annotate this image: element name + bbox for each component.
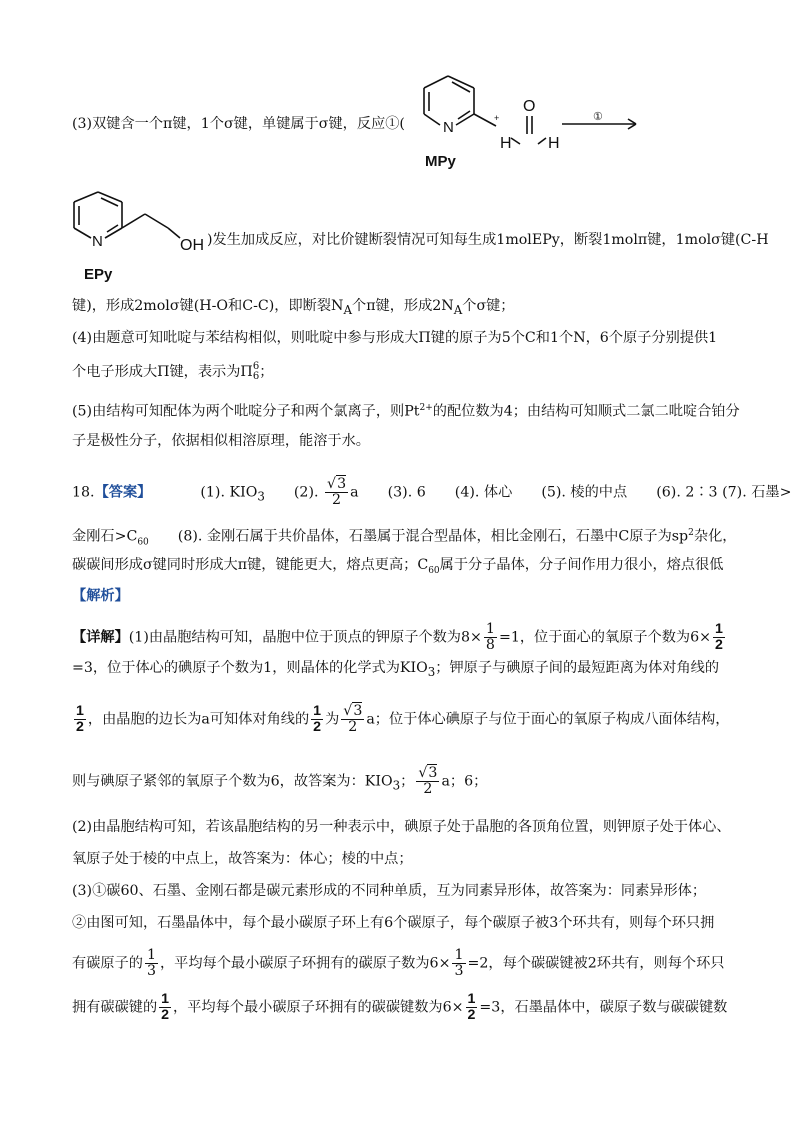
s5-line1: (5)由结构可知配体为两个吡啶分子和两个氯离子，则$Pt^{2+}$的配位数为4；由结构可知顺式二氯二吡啶合铂分: [72, 403, 740, 420]
analysis-p8: ②由图可知，石墨晶体中，每个最小碳原子环上有6个碳原子，每个碳原子被3个环共有，则每个环只拥: [72, 915, 715, 931]
mpy-label: MPy: [425, 153, 456, 170]
mpy-o-atom: O: [523, 98, 536, 115]
analysis-p9: 有碳原子的 $\frac{1}{3}$ ，平均每个最小碳原子环拥有的碳原子数为6× $\frac{1}{3}$ =2，每个碳碳键被2环共有，则每个环只: [72, 947, 725, 979]
answer-tag: 【答案】: [94, 484, 152, 501]
h-right-atom: H: [548, 135, 560, 152]
q18-answer-line3: 碳碳间形成σ键同时形成大π键，键能更大，熔点更高；$C_{60}$属于分子晶体，分子间作用力很小，熔点很低: [72, 557, 724, 576]
epy-n-atom: N: [92, 233, 103, 250]
s4-line2: 个电子形成大Π键，表示为Π 6 6 ；: [72, 361, 274, 382]
analysis-p7: (3)①碳60、石墨、金刚石都是碳元素形成的不同种单质，互为同素异形体，故答案为：同素异形体；: [72, 883, 707, 899]
analysis-p1: 【详解】(1)由晶胞结构可知，晶胞中位于顶点的钾原子个数为8× $\frac{1}{8}$ =1，位于面心的氧原子个数为6× $\frac{1}{2}$: [72, 621, 723, 653]
arrow-label: ①: [593, 111, 603, 123]
epy-structure: [70, 190, 220, 258]
epy-oh-group: OH: [180, 237, 204, 254]
plus-mark: +: [494, 113, 500, 123]
mpy-n-atom: N: [443, 119, 454, 136]
h-left-atom: H: [500, 135, 512, 152]
analysis-p6: 氧原子处于棱的中点上，故答案为：体心；棱的中点；: [72, 851, 413, 867]
s3-line2: )发生加成反应，对比价键断裂情况可知每生成1molEPy，断裂1molπ键，1molσ键(C-H: [207, 232, 769, 248]
analysis-p2: =3，位于体心的碘原子个数为1，则晶体的化学式为$KIO_3$；钾原子与碘原子间的最短距离为体对角线的: [72, 660, 720, 679]
analysis-p4: 则与碘原子紧邻的氧原子个数为6，故答案为：$KIO_3$； $\frac{√3}{2}$ a；6；: [72, 765, 488, 797]
s5-line2: 子是极性分子，依据相似相溶原理，能溶于水。: [72, 433, 370, 449]
s4-line1: (4)由题意可知吡啶与苯结构相似，则吡啶中参与形成大Π键的原子为5个C和1个N，6个原子分别提供1: [72, 330, 718, 346]
analysis-p10: 拥有碳碳键的 $\frac{1}{2}$ ，平均每个最小碳原子环拥有的碳碳键数为6× $\frac{1}{2}$ =3，石墨晶体中，碳原子数与碳碳键数: [72, 991, 728, 1023]
s3-line1: (3)双键含一个π键，1个σ键，单键属于σ键，反应①(: [72, 116, 405, 132]
analysis-p5: (2)由晶胞结构可知，若该晶胞结构的另一种表示中，碘原子处于晶胞的各顶角位置，则钾原子处于体心、: [72, 819, 731, 835]
q18-answer-line2: 金刚石$>C_{60}$ (8). 金刚石属于共价晶体，石墨属于混合型晶体，相比金刚石，石墨中C原子为$sp^2$杂化，: [72, 528, 737, 548]
analysis-p3: $\frac{1}{2}$ ，由晶胞的边长为a可知体对角线的 $\frac{1}{2}$ 为 $\frac{√3}{2}$ a；位于体心碘原子与位于面心的氧原子构成八面体结构，: [76, 703, 730, 735]
q18-answer-line1: 18.【答案】 (1). $KIO_3$ (2). $\frac{√3}{2}$ a (3). 6 (4). 体心 (5). 棱的中点 (6). 2∶3 (7). 石墨>: [72, 476, 792, 508]
answer2-fraction: $\frac{√3}{2}$: [327, 476, 347, 508]
analysis-tag: 【解析】: [72, 588, 129, 604]
epy-label: EPy: [84, 266, 113, 283]
s3-line3: 键)，形成2molσ键(H-O和C-C)，即断裂$N_A$个π键，形成$2N_A$个σ键；: [72, 298, 515, 317]
